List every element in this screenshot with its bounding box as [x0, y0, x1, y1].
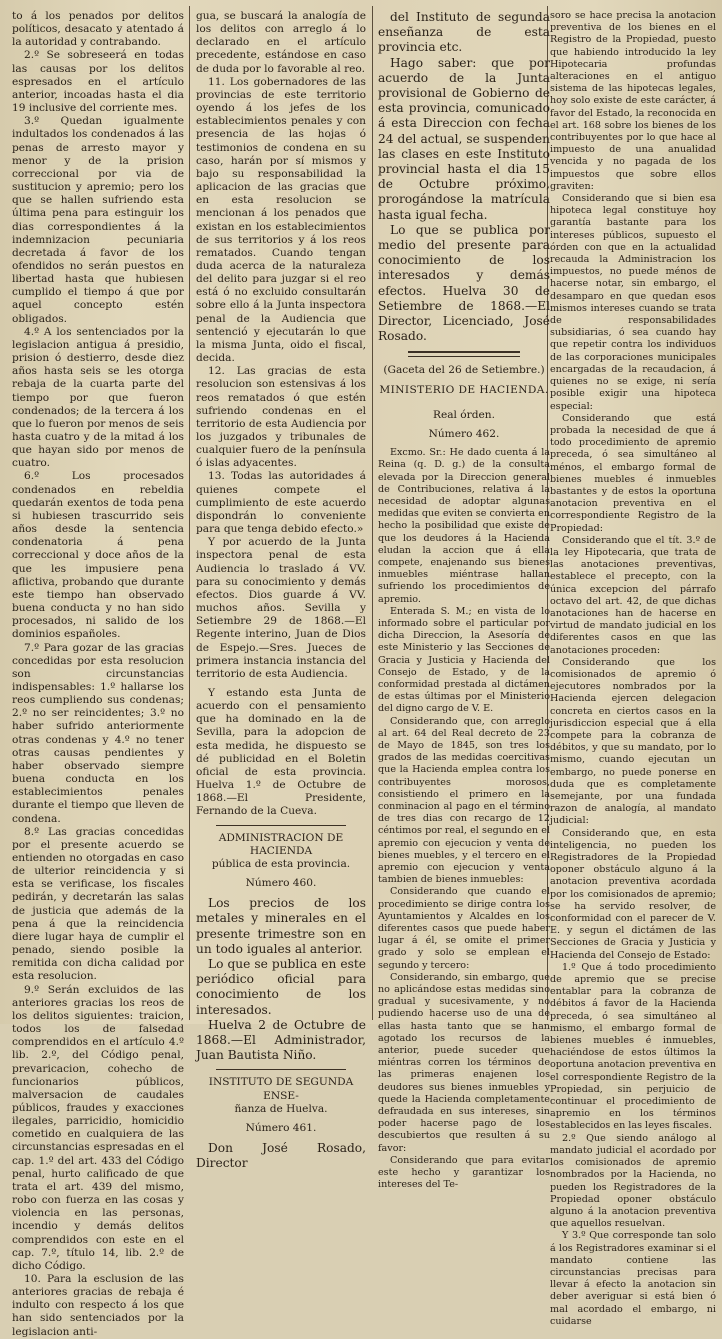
notice-number: Número 461.: [245, 1121, 317, 1134]
paragraph: gua, se buscará la analogía de los delitos con arreglo á lo declarado en el artículo precedente, estándose en caso de duda por lo favorable al reo.: [196, 10, 366, 75]
paragraph: Considerando que está probada la necesidad de que á todo procedimiento de apremio preceda, ó sea simultáneo al ménos, el embargo formal de bienes muebles é inmuebles bastantes y de estos la oportuna anotacion preventiva en el correspondiente Registro de la Propiedad:: [550, 412, 716, 534]
paragraph: 13. Todas las autoridades á quienes compete el cumplimiento de este acuerdo dispondrán lo conveniente para que tenga debido efecto.»: [196, 470, 366, 536]
source-note: (Gaceta del 26 de Setiembre.): [383, 364, 545, 377]
paragraph: Hago saber: que por acuerdo de la Junta provisional de Gobierno de esta provincia, comunicado á esta Direccion con fecha 24 del actual, se suspenden las clases en este Instituto provincial hasta el dia 15 de Octubre próximo, prorogándose la matrícula hasta igual fecha.: [378, 55, 550, 222]
paragraph: Enterada S. M.; en vista de lo informado sobre el particular por dicha Direccion, la Asesoría de este Ministerio y las Secciones de Gracia y Justicia y Hacienda del Consejo de Estado, y de la conformidad prestada al dictámen de estas últimas por el Ministerio del digno cargo de V. E.: [378, 605, 550, 715]
paragraph: Los precios de los metales y minerales en el presente trimestre son en un todo iguales al anterior.: [196, 896, 366, 956]
section-heading: INSTITUTO DE SEGUNDA ENSE-: [208, 1076, 354, 1102]
section-subheading: pública de esta provincia.: [211, 857, 351, 870]
notice-number: Número 460.: [245, 877, 317, 889]
section-heading: MINISTERIO DE HACIENDA.: [379, 383, 549, 396]
section-subheading: Real órden.: [432, 408, 495, 421]
section-heading: ADMINISTRACION DE HACIENDA: [218, 831, 344, 857]
paragraph: Y 3.º Que corresponde tan solo á los Registradores examinar si el mandato contiene las circunstancias precisas para llevar á efecto la anotacion sin deber averiguar si está bien ó mal acordado el embargo, ni cuidarse: [550, 1230, 716, 1327]
paragraph: to á los penados por delitos políticos, desacato y atentado á la autoridad y contrabando.: [12, 10, 184, 49]
column-3: [378, 10, 551, 1191]
paragraph: del Instituto de segunda enseñanza de esta provincia etc.: [378, 10, 550, 55]
column-rule: [189, 6, 190, 1020]
section-divider: [216, 1069, 346, 1070]
paragraph: 9.º Serán excluidos de las anteriores gracias los reos de los delitos siguientes: traicion, todos los de falsedad comprendidos en el artículo 4.º lib. 2.º, del Código penal, prevaricacion, cohecho de funcionarios públicos, malversacion de caudales públicos, fraudes y exacciones ilegales, parricidio, homicidio cometido en cualquiera de las circunstancias espresadas en el cap. 1.º del art. 433 del Código penal, hurto calificado de que trata el art. 439 del mismo, robo con fuerza en las cosas y violencia en las personas, incendio y demás delitos comprendidos con este en el cap. 7.º, título 14, lib. 2.º de dicho Código.: [12, 983, 184, 1272]
paragraph: 1.º Que á todo procedimiento de apremio que se precise entablar para la cobranza de débitos á favor de la Hacienda preceda, ó sea simultáneo al mismo, el embargo formal de bienes muebles é inmuebles, haciéndose de estos últimos la oportuna anotacion preventiva en el correspondiente Registro de la Propiedad, sin perjuicio de continuar el procedimiento de apremio en los términos establecidos en las leyes fiscales.: [550, 961, 716, 1132]
paragraph: Considerando que para evitar este hecho y garantizar los intereses del Te-: [378, 1154, 550, 1191]
section-divider: [408, 351, 520, 353]
paragraph: Considerando que, en esta inteligencia, no pueden los Registradores de la Propiedad oponer obstáculo alguno á la anotacion preventiva acordada por los comisionados de apremio; se ha servido resolver, de conformidad con el parecer de V. E. y segun el dictámen de las Secciones de Gracia y Justicia y Hacienda del Consejo de Estado:: [550, 827, 716, 961]
paragraph: 8.º Las gracias concedidas por el presente acuerdo se entienden no otorgadas en caso de ulterior reincidencia y si esta se verificase, los fiscales pedirán, y decretarán las salas de justicia que además de la pena á que la reincidencia diere lugar haya de cumplir el penado, siendo posible la remitida con dicha calidad por esta resolucion.: [12, 825, 184, 983]
paragraph: 2.º Se sobreseerá en todas las causas por los delitos espresados en el artículo anterior, incoadas hasta el dia 19 inclusive del corriente mes.: [12, 49, 184, 115]
paragraph: Considerando que el tít. 3.º de la ley Hipotecaria, que trata de las anotaciones preventivas, establece el precepto, con la única excepcion del párrafo octavo del art. 42, de que dichas anotaciones han de hacerse en virtud de mandato judicial en los diferentes casos en que las anotaciones proceden:: [550, 534, 716, 656]
paragraph: 4.º A los sentenciados por la legislacion antigua á presidio, prision ó destierro, desde diez años hasta seis se les otorga rebaja de la cuarta parte del tiempo por que fueron condenados; de la tercera á los que lo fueron por menos de seis hasta cuatro y de la mitad á los que hayan sido por menos de cuatro.: [12, 325, 184, 470]
section-divider: [216, 825, 346, 826]
column-rule: [372, 6, 373, 1020]
paragraph: Lo que se publica en este periódico oficial para conocimiento de los interesados.: [196, 956, 366, 1017]
section-divider: [408, 356, 520, 357]
column-4: [550, 10, 716, 1327]
paragraph: 7.º Para gozar de las gracias concedidas por esta resolucion son circunstancias indispensables: 1.º hallarse los reos cumpliendo sus condenas; 2.º no ser reincidentes; 3.º no haber sufrido anteriormente otras condenas y 4.º no tener otras causas pendientes y haber observado siempre buena conducta en los establecimientos penales durante el tiempo que lleven de condena.: [12, 641, 184, 825]
spacer: [378, 397, 550, 409]
paragraph: Y por acuerdo de la Junta inspectora penal de esta Audiencia lo traslado á VV. para su conocimiento y demás efectos. Dios guarde á VV. muchos años. Sevilla y Setiembre 29 de 1868.—El Regente interino, Juan de Dios de Espejo.—Sres. Jueces de primera instancia instancia del territorio de esta Audiencia.: [196, 536, 366, 680]
paragraph: Considerando que cuando el procedimiento se dirige contra los Ayuntamientos y Alcaldes en los diferentes casos que puede haber lugar á él, se omite el primer grado y solo se emplean el segundo y tercero:: [378, 886, 550, 971]
paragraph: 10. Para la esclusion de las anteriores gracias de rebaja é indulto con respecto á los que han sido sentenciados por la legislacion anti-: [12, 1273, 184, 1338]
paragraph: 12. Las gracias de esta resolucion son estensivas á los reos rematados ó que estén sufriendo condenas en el territorio de esta Audiencia por los juzgados y tribunales de cualquier fuero de la península ó islas adyacentes.: [196, 365, 366, 470]
paragraph: Y estando esta Junta de acuerdo con el pensamiento que ha dominado en la de Sevilla, para la adopcion de esta medida, he dispuesto se dé publicidad en el Boletin oficial de esta provincia. Huelva 1.º de Octubre de 1868.—El Presidente, Fernando de la Cueva.: [196, 686, 366, 818]
paragraph: Huelva 2 de Octubre de 1868.—El Administrador, Juan Bautista Niño.: [196, 1017, 366, 1063]
paragraph: Considerando, sin embargo, que no aplicándose estas medidas sino gradual y sucesivamente, y no pudiendo hacerse uso de una de ellas hasta tanto que se han agotado los recursos de la anterior, puede suceder que miéntras corren los términos de las primeras enajenen los deudores sus bienes inmuebles y quede la Hacienda completamente defraudada en sus intereses, sin poder hacerse pago de los descubiertos que resulten á su favor:: [378, 971, 550, 1154]
paragraph: 2.º Que siendo análogo al mandato judicial el acordado por los comisionados de apremio nombrados por la Hacienda, no pueden los Registradores de la Propiedad oponer obstáculo alguno á la anotacion preventiva que aquellos resuelvan.: [550, 1132, 716, 1230]
paragraph: soro se hace precisa la anotacion preventiva de los bienes en el Registro de la Propiedad, puesto que habiendo introducido la ley Hipotecaria profundas alteraciones en el antiguo sistema de las hipotecas legales, hoy solo existe de este carácter, á favor del Estado, la reconocida en el art. 168 sobre los bienes de los contribuyentes por lo que hace al impuesto de una anualidad vencida y no pagada de los impuestos que sobre ellos graviten:: [550, 10, 716, 192]
paragraph: Excmo. Sr.: He dado cuenta á la Reina (q. D. g.) de la consulta elevada por la Direccion general de Contribuciones, relativa á la necesidad de adoptar algunas medidas que eviten se convierta en hecho la posibilidad que existe de que los deudores á la Hacienda eludan la accion que á ella compete, enajenando sus bienes inmuebles miéntrase hallan sufriendo los procedimientos de apremio.: [378, 447, 551, 605]
column-1: [12, 10, 184, 1338]
paragraph: 6.º Los procesados condenados en rebeldia quedarán exentos de toda pena si hubiesen trascurrido seis años desde la sentencia condenatoria á pena correccional y doce años de la que les impusiere pena aflictiva, probando que durante este tiempo han observado buena conducta y no han sido procesados, ni salido de los dominios españoles.: [12, 470, 184, 641]
notice-number: Número 462.: [428, 427, 500, 440]
paragraph: 11. Los gobernadores de las provincias de este territorio oyendo á los jefes de los establecimientos penales y con presencia de las hojas ó testimonios de condena en su caso, harán por sí mismos y bajo su responsabilidad la aplicacion de las gracias que en esta resolucion se mencionan á los penados que existan en los establecimientos de sus territorios y á los reos rematados. Cuando tengan duda acerca de la naturaleza del delito para juzgar si el reo está ó no excluido consultarán sobre ello á la Junta inspectora penal de la Audiencia que sentenció y ejecutarán lo que la misma Junta, oido el fiscal, decida.: [196, 75, 366, 365]
paragraph: 3.º Quedan igualmente indultados los condenados á las penas de arresto mayor y menor y de la prision correccional por via de sustitucion y apremio; pero los que se hallen sufriendo esta última pena para estinguir los dias correspondientes á la indemnizacion pecuniaria decretada á favor de los ofendidos no serán puestos en libertad hasta que hubiesen cumplido el tiempo á que por aquel concepto estén obligados.: [12, 115, 184, 325]
paragraph: Don José Rosado, Director: [196, 1141, 366, 1171]
paragraph: Lo que se publica por medio del presente para conocimiento de los interesados y demás efectos. Huelva 30 de Setiembre de 1868.—El Director, Licenciado, José Rosado.: [378, 222, 550, 344]
paragraph: Considerando que los comisionados de apremio ó ejecutores nombrados por la Hacienda ejercen delegacion concreta en ciertos casos en la jurisdiccion especial que á ella compete para la cobranza de débitos, y que su mandato, por lo mismo, cuando ejecutan un embargo, no puede ponerse en duda que es completamente semejante, por una fundada razon de analogía, al mandato judicial:: [550, 656, 716, 827]
section-subheading: ñanza de Huelva.: [234, 1102, 328, 1115]
paragraph: Considerando que si bien esa hipoteca legal constituye hoy garantía bastante para los intereses públicos, supuesto el órden con que en la actualidad recauda la Administracion los impuestos, no puede ménos de hacerse notar, sin embargo, el desamparo en que quedan esos mismos intereses cuando se trata de responsabilidades subsidiarias, ó sea cuando hay que repetir contra los individuos de las corporaciones municipales encargadas de la recaudacion, á quienes no se exige, ni sería posible exigir una hipoteca especial:: [550, 193, 716, 412]
paragraph: Considerando que, con arreglo al art. 64 del Real decreto de 23 de Mayo de 1845, son tres los grados de las medidas coercitivas que la Hacienda emplea contra los contribuyentes morosos, consistiendo el primero en la conminacion al pago en el término de tres dias con recargo de 12 céntimos por real, el segundo en el apremio con ejecucion y venta de bienes muebles, y el tercero en el apremio con ejecucion y venta tambien de bienes inmuebles:: [378, 715, 550, 886]
column-2: [196, 10, 366, 1171]
